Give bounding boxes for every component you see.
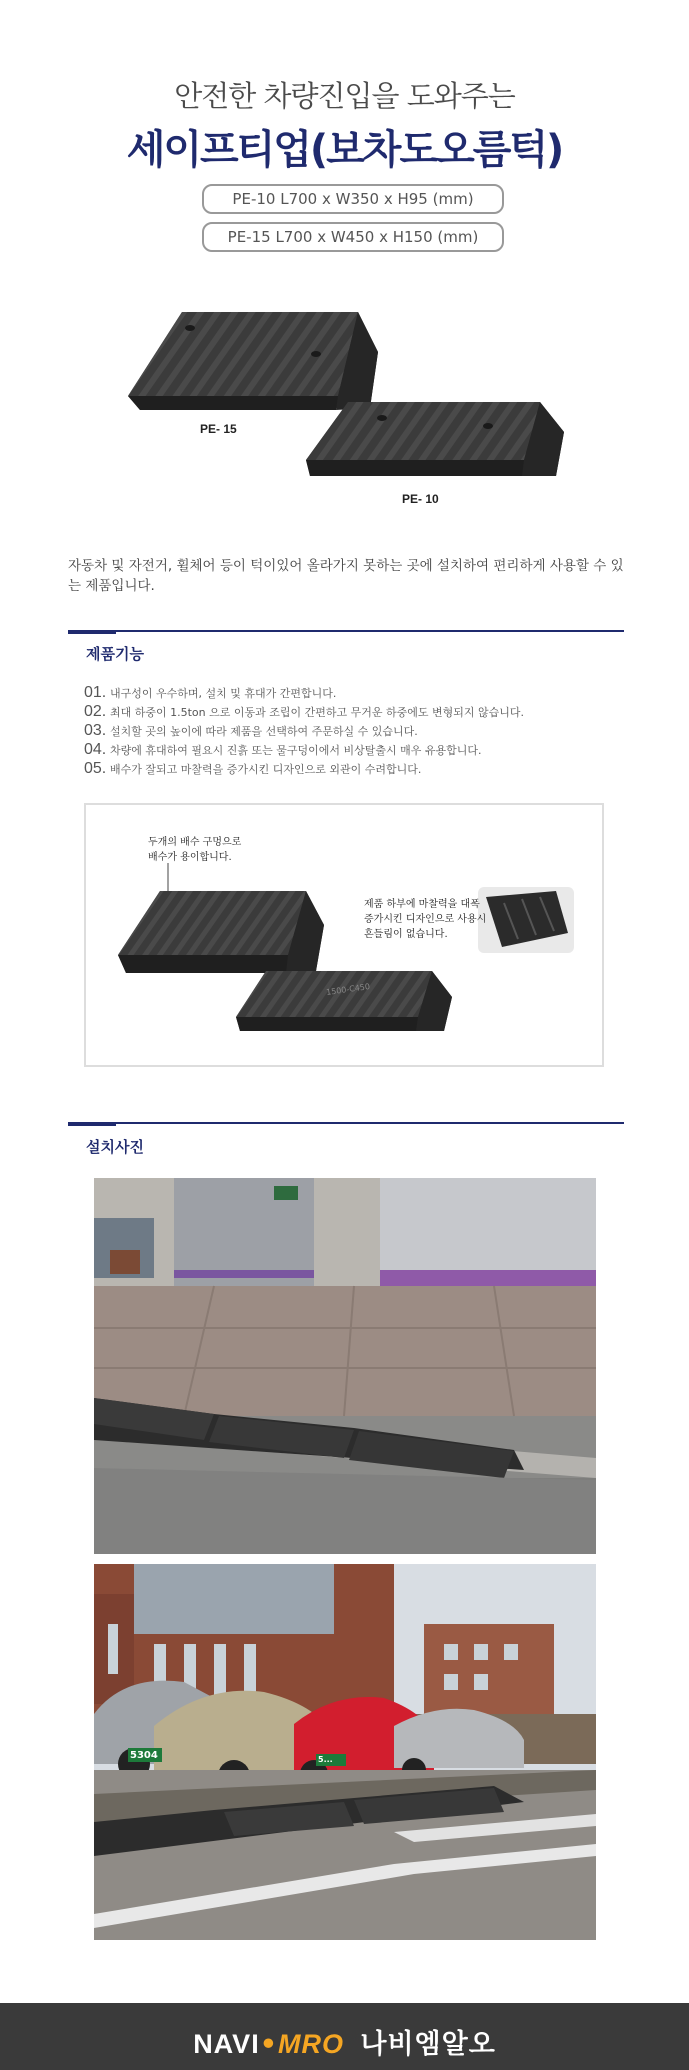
feature-item-3 [84, 722, 604, 740]
photos-divider [68, 1122, 624, 1124]
features-title: 제품기능 [86, 645, 144, 663]
feature-item-5 [84, 760, 604, 778]
photos-title: 설치사진 [86, 1138, 144, 1156]
spec-pe10: PE-10 L700 x W350 x H95 (mm) [202, 184, 504, 214]
spec-pe15: PE-15 L700 x W450 x H150 (mm) [202, 222, 504, 252]
install-photo-2-image [94, 1564, 596, 1940]
callout-friction-line3: 흔들림이 없습니다. [364, 929, 448, 940]
plate-text-1: 5304 [130, 1750, 158, 1761]
diagram-callout-drain [148, 835, 241, 865]
page-subtitle: 안전한 차량진입을 도와주는 [174, 79, 515, 113]
diagram-callout-friction [364, 897, 486, 942]
logo-korean: 나비엠알오 [360, 2029, 496, 2060]
feature-num-3: 03. [84, 722, 107, 739]
feature-text-1: 내구성이 우수하며, 설치 및 휴대가 간편합니다. [110, 687, 337, 700]
feature-item-2 [84, 703, 604, 721]
feature-num-2: 02. [84, 703, 107, 720]
product-image [120, 300, 580, 515]
callout-friction-line1: 제품 하부에 마찰력을 대폭 [364, 899, 480, 910]
brand-logo[interactable] [0, 2022, 689, 2061]
install-photo-1 [94, 1178, 596, 1554]
callout-drain-line2: 배수가 용이합니다. [148, 852, 232, 863]
logo-pin-icon: • [259, 2029, 278, 2060]
features-divider [68, 630, 624, 632]
product-description: 자동차 및 자전거, 휠체어 등이 턱이있어 올라가지 못하는 곳에 설치하여 편리하게 사용할 수 있는 제품입니다. [68, 558, 624, 594]
logo-mro: MRO [277, 2029, 344, 2059]
feature-text-3: 설치할 곳의 높이에 따라 제품을 선택하여 주문하실 수 있습니다. [110, 725, 418, 738]
feature-num-4: 04. [84, 741, 107, 758]
label-pe10: PE- 10 [402, 492, 439, 506]
feature-num-5: 05. [84, 760, 107, 777]
feature-text-4: 차량에 휴대하여 필요시 진흙 또는 물구덩이에서 비상탈출시 매우 유용합니다. [110, 744, 482, 757]
label-pe15: PE- 15 [200, 422, 237, 436]
ramp-emboss-text: 1500-C450 [325, 981, 371, 998]
feature-text-2: 최대 하중이 1.5ton 으로 이동과 조립이 간편하고 무거운 하중에도 변형되지 않습니다. [110, 706, 524, 719]
callout-drain-line1: 두개의 배수 구멍으로 [148, 837, 242, 848]
callout-friction-line2: 증가시킨 디자인으로 사용시 [364, 914, 487, 925]
photos-divider-accent [68, 1123, 116, 1126]
feature-item-1 [84, 684, 604, 702]
page-title: 세이프티업(보차도오름턱) [126, 127, 563, 173]
install-photo-1-image [94, 1178, 596, 1554]
feature-diagram [84, 803, 604, 1067]
plate-text-2: 5... [318, 1755, 333, 1764]
feature-item-4 [84, 741, 604, 759]
ramp-pe10 [306, 402, 564, 476]
feature-num-1: 01. [84, 684, 107, 701]
logo-navi: NAVI [193, 2029, 260, 2059]
install-photo-2 [94, 1564, 596, 1940]
features-divider-accent [68, 631, 116, 634]
feature-text-5: 배수가 잘되고 마찰력을 증가시킨 디자인으로 외관이 수려합니다. [110, 763, 422, 776]
ramp-pe15 [128, 312, 378, 410]
